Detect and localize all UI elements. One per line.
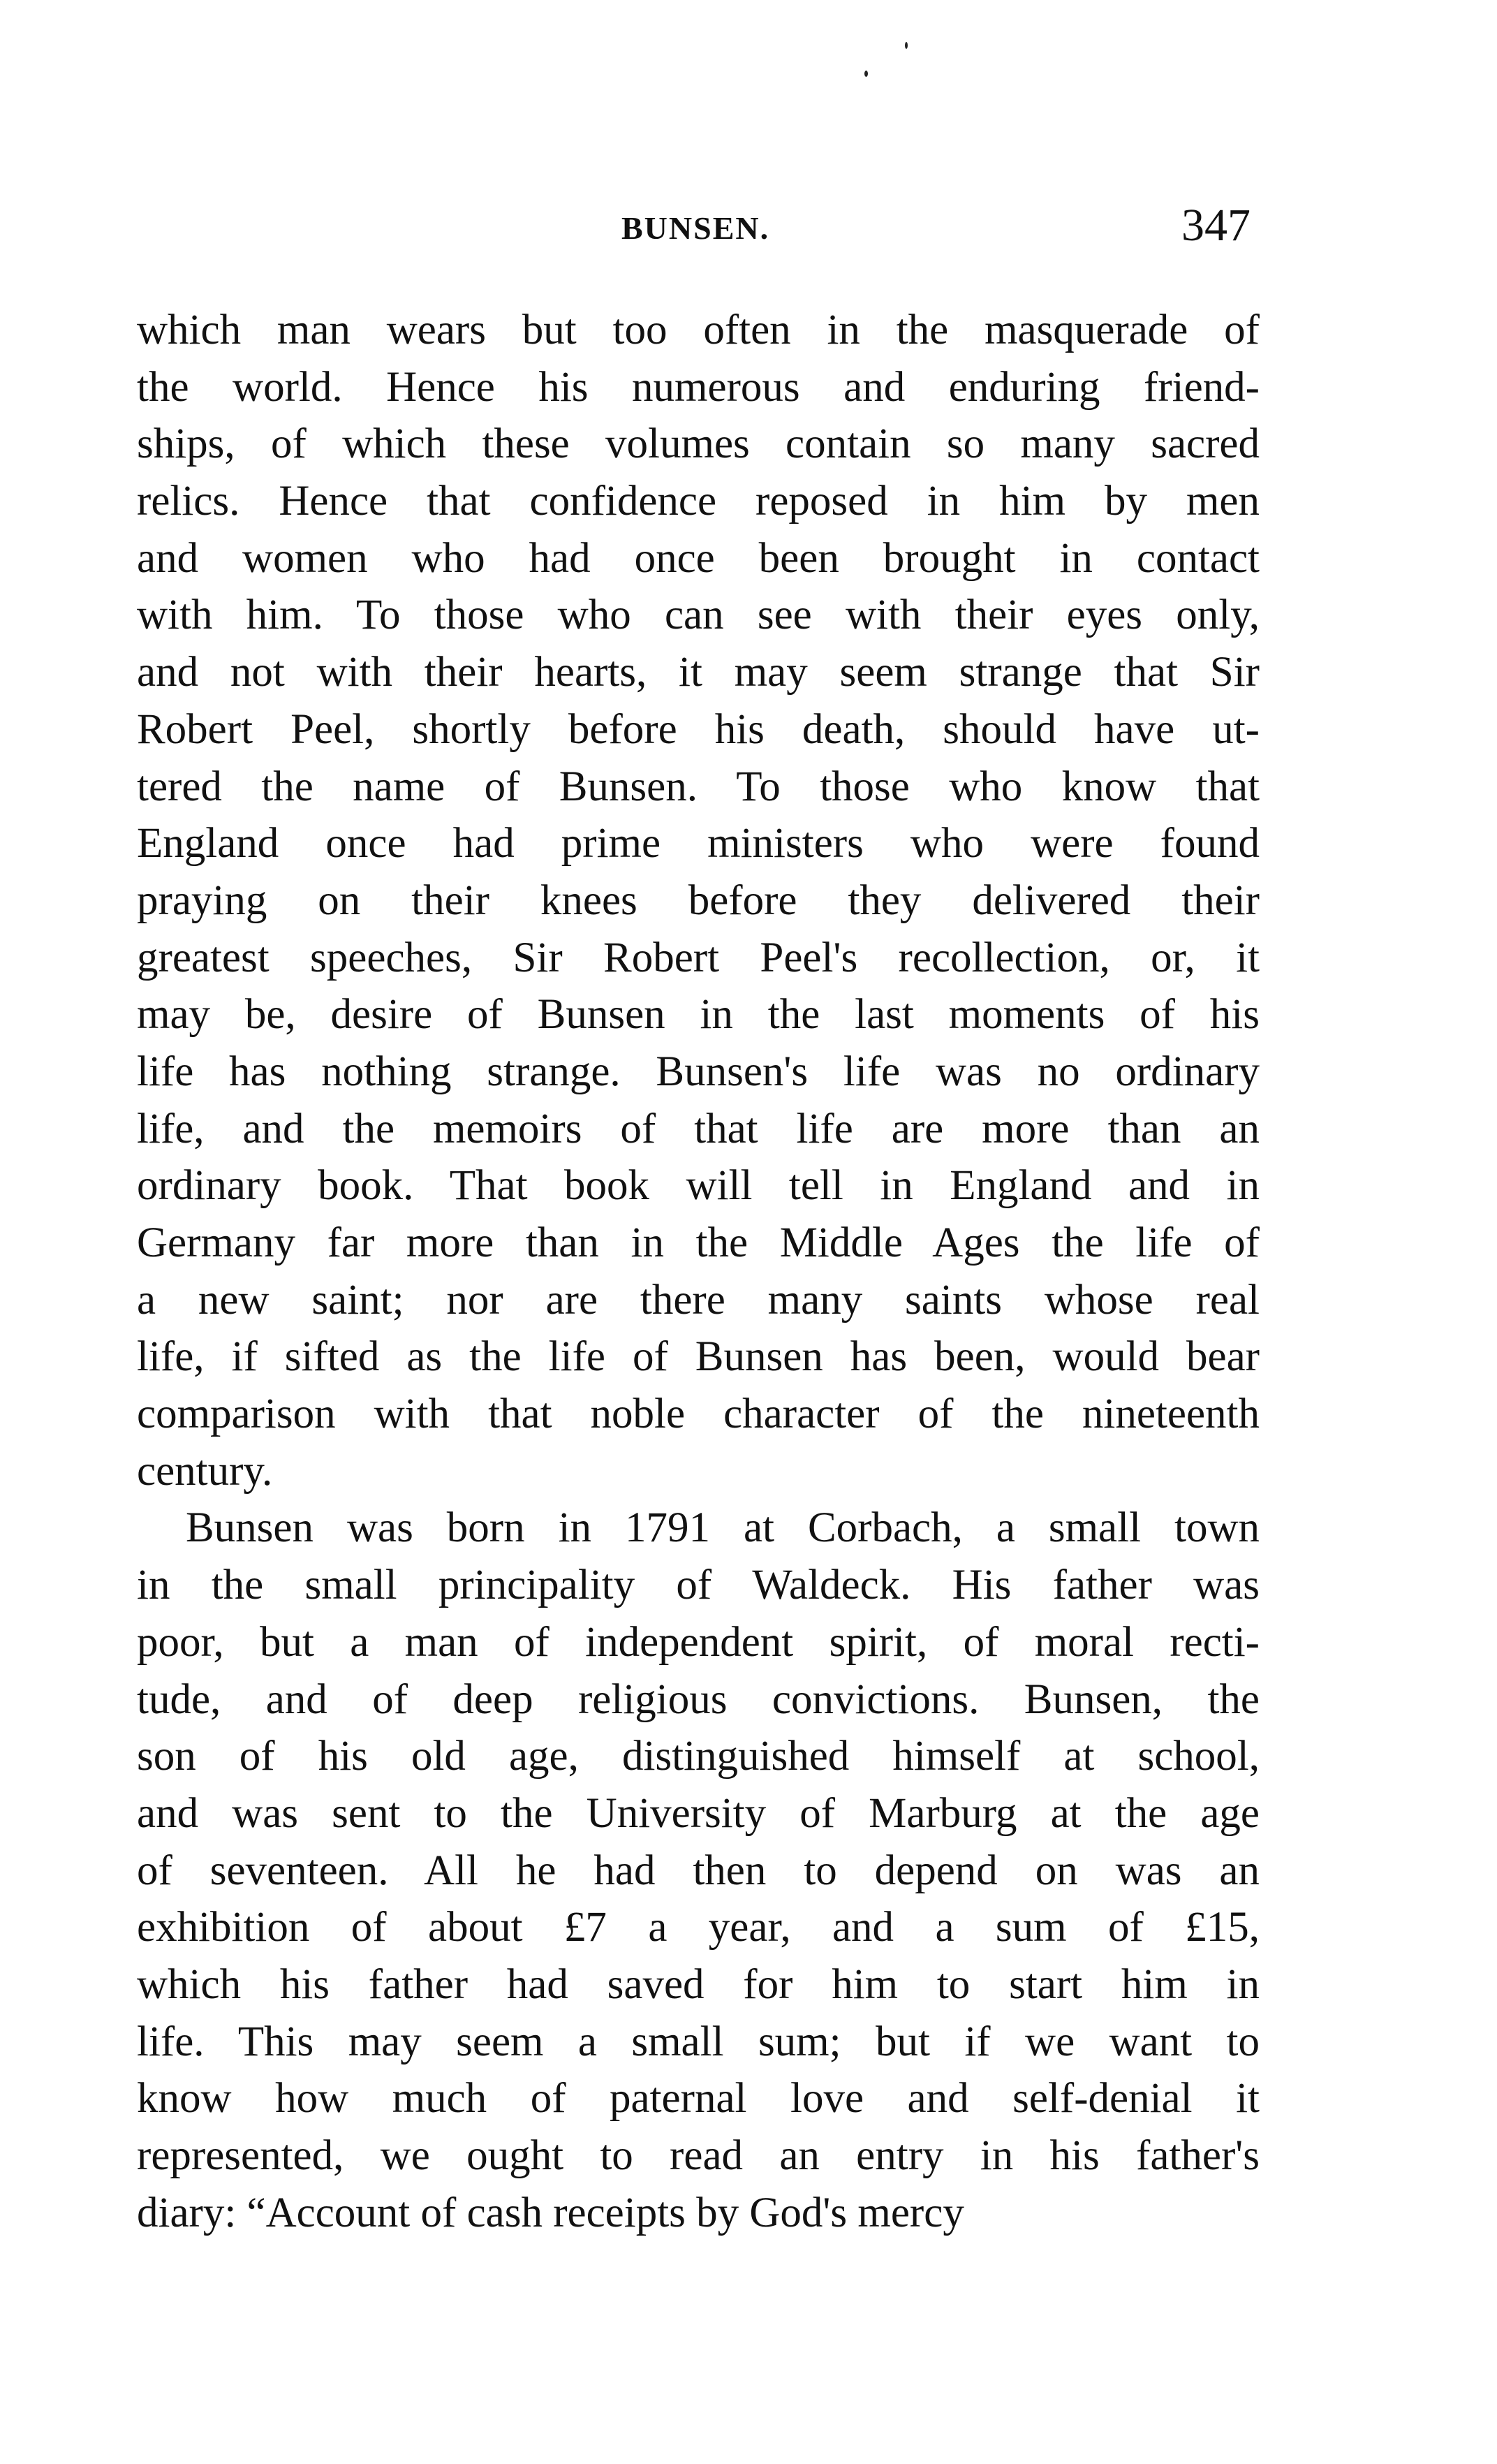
text-line: and not with their hearts, it may seem strange that Sir (137, 649, 1260, 696)
text-line: England once had prime ministers who were found (137, 820, 1260, 867)
text-line: greatest speeches, Sir Robert Peel's recollection, or, it (137, 934, 1260, 981)
text-line: son of his old age, distinguished himself at school, (137, 1733, 1260, 1780)
text-line: exhibition of about £7 a year, and a sum of £15, (137, 1904, 1260, 1951)
text-line: Bunsen was born in 1791 at Corbach, a small town (186, 1504, 1260, 1552)
text-line: life, if sifted as the life of Bunsen has been, would bear (137, 1333, 1260, 1381)
text-line: Germany far more than in the Middle Ages the life of (137, 1219, 1260, 1266)
text-line: and women who had once been brought in contact (137, 534, 1260, 582)
scan-speck (905, 42, 908, 49)
page-number: 347 (1181, 200, 1251, 251)
text-line: century. (137, 1447, 273, 1495)
text-line: a new saint; nor are there many saints whose real (137, 1276, 1260, 1323)
text-line: relics. Hence that confidence reposed in him by men (137, 478, 1260, 525)
body-text (137, 302, 1260, 2241)
text-line: praying on their knees before they delivered their (137, 877, 1260, 924)
text-line: in the small principality of Waldeck. His father was (137, 1562, 1260, 1609)
text-line: know how much of paternal love and self-denial it (137, 2075, 1260, 2122)
text-line: and was sent to the University of Marburg at the age (137, 1789, 1260, 1837)
text-line: may be, desire of Bunsen in the last moments of his (137, 991, 1260, 1039)
text-line: life, and the memoirs of that life are more than an (137, 1105, 1260, 1152)
text-line: which man wears but too often in the masquerade of (137, 307, 1260, 353)
text-line: with him. To those who can see with their eyes only, (137, 592, 1260, 639)
text-line: life has nothing strange. Bunsen's life was no ordinary (137, 1048, 1260, 1095)
text-line: poor, but a man of independent spirit, of moral recti- (137, 1618, 1260, 1666)
text-line: ordinary book. That book will tell in England and in (137, 1162, 1260, 1210)
running-title: BUNSEN. (621, 210, 770, 246)
text-line: the world. Hence his numerous and enduring friend- (137, 363, 1260, 411)
scan-speck (864, 71, 868, 77)
text-line: diary: “Account of cash receipts by God's mercy (137, 2189, 964, 2236)
text-line: which his father had saved for him to start him in (137, 1960, 1260, 2008)
text-line: represented, we ought to read an entry in his father's (137, 2132, 1260, 2179)
text-line: tered the name of Bunsen. To those who know that (137, 763, 1260, 810)
text-line: comparison with that noble character of the nineteenth (137, 1391, 1260, 1438)
text-line: life. This may seem a small sum; but if we want to (137, 2018, 1260, 2065)
text-line: of seventeen. All he had then to depend on was an (137, 1847, 1260, 1894)
text-line: ships, of which these volumes contain so many sacred (137, 420, 1260, 468)
text-line: Robert Peel, shortly before his death, should have ut- (137, 705, 1260, 753)
text-line: tude, and of deep religious convictions. Bunsen, the (137, 1675, 1260, 1723)
